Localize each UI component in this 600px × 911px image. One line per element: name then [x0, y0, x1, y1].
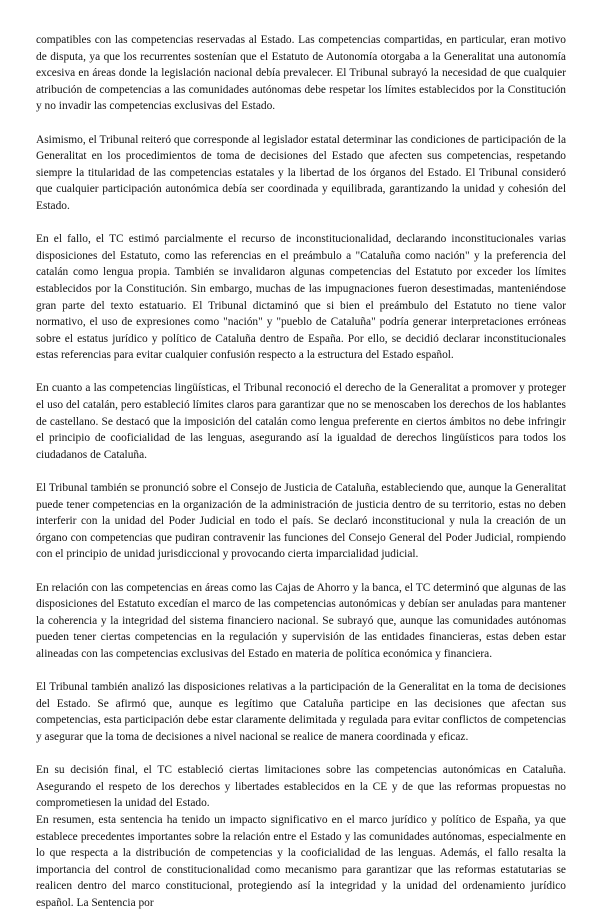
document-page — [36, 32, 566, 911]
paragraph-resumen: En resumen, esta sentencia ha tenido un impacto significativo en el marco jurídico y político de España, ya que establece precedentes importantes sobre la relación entre el Estado y las comunidades autónomas, especialmente en lo que respecta a la distribución de competencias y la cooficialidad de las lenguas. Además, el fallo resalta la importancia del control de constitucionalidad como mecanismo para garantizar que las reformas estatutarias se realicen dentro del marco constitucional, protegiendo así la integridad y la unidad del ordenamiento jurídico español. La Sentencia por — [36, 813, 566, 909]
paragraph-competencias-linguisticas: En cuanto a las competencias lingüísticas, el Tribunal reconoció el derecho de la Generalitat a promover y proteger el uso del catalán, pero estableció límites claros para garantizar que no se menoscaben los derechos de los hablantes de castellano. Se destacó que la imposición del catalán como lengua preferente en ciertos ámbitos no debe infringir el principio de cooficialidad de las lenguas, asegurando así la igualdad de derechos lingüísticos para todos los ciudadanos de Cataluña. — [36, 382, 566, 461]
paragraph-cajas-ahorro: En relación con las competencias en áreas como las Cajas de Ahorro y la banca, el TC determinó que algunas de las disposiciones del Estatuto excedían el marco de las competencias autonómicas y debían ser anuladas para mantener la coherencia y la integridad del sistema financiero nacional. Se subrayó que, aunque las comunidades autónomas pueden tener ciertas competencias en la regulación y supervisión de las entidades financieras, estas deben estar alineadas con las competencias exclusivas del Estado en materia de política económica y financiera. — [36, 581, 566, 660]
paragraph-participacion-generalitat: Asimismo, el Tribunal reiteró que corresponde al legislador estatal determinar las condiciones de participación de la Generalitat en los procedimientos de toma de decisiones del Estado que afecten sus competencias, respetando siempre la titularidad de las competencias estatales y la libertad de los órganos del Estado. El Tribunal consideró que cualquier participación autonómica debía ser coordinada y equilibrada, garantizando la unidad y cohesión del Estado. — [36, 133, 566, 212]
paragraph-decision-final: En su decisión final, el TC estableció ciertas limitaciones sobre las competencias autonómicas en Cataluña. Asegurando el respeto de los derechos y libertades establecidos en la CE y de que las reformas propuestas no comprometiesen la unidad del Estado. — [36, 764, 566, 810]
paragraph-competencias-compartidas: compatibles con las competencias reservadas al Estado. Las competencias compartidas, en particular, eran motivo de disputa, ya que los recurrentes sostenían que el Estatuto de Autonomía otorgaba a la Generalitat una autonomía excesiva en áreas donde la legislación nacional debía prevalecer. El Tribunal subrayó la necesidad de que cualquier atribución de competencias a las comunidades autónomas debe respetar los límites establecidos por la Constitución y no invadir las competencias exclusivas del Estado. — [36, 34, 566, 113]
paragraph-toma-decisiones: El Tribunal también analizó las disposiciones relativas a la participación de la Generalitat en la toma de decisiones del Estado. Se afirmó que, aunque es legítimo que Cataluña participe en las decisiones que afectan sus competencias, esta participación debe estar claramente delimitada y regulada para evitar conflictos de competencias y asegurar que la toma de decisiones a nivel nacional se realice de manera coordinada y eficaz. — [36, 681, 566, 743]
paragraph-fallo-preambulo: En el fallo, el TC estimó parcialmente el recurso de inconstitucionalidad, declarando inconstitucionales varias disposiciones del Estatuto, como las referencias en el preámbulo a "Cataluña como nación" y la preferencia del catalán como lengua propia. También se invalidaron algunas competencias del Estatuto por exceder los límites establecidos por la Constitución. Sin embargo, muchas de las impugnaciones fueron desestimadas, manteniéndose gran parte del texto estatuario. El Tribunal dictaminó que si bien el preámbulo del Estatuto no tiene valor normativo, el uso de expresiones como "nación" y "pueblo de Cataluña" podría generar interpretaciones erróneas sobre el estatus jurídico y político de Cataluña dentro de España. Por ello, se decidió declarar inconstitucionales estas referencias para evitar cualquier confusión respecto a la estructura del Estado español. — [36, 233, 566, 362]
paragraph-consejo-justicia: El Tribunal también se pronunció sobre el Consejo de Justicia de Cataluña, estableciendo que, aunque la Generalitat puede tener competencias en la organización de la administración de justicia dentro de su territorio, estas no deben interferir con la unidad del Poder Judicial en todo el país. Se declaró inconstitucional y nula la creación de un órgano con competencias que pudiran contravenir las funciones del Consejo General del Poder Judicial, rompiendo con el principio de unidad jurisdiccional y provocando cierta imparcialidad judicial. — [36, 482, 566, 561]
